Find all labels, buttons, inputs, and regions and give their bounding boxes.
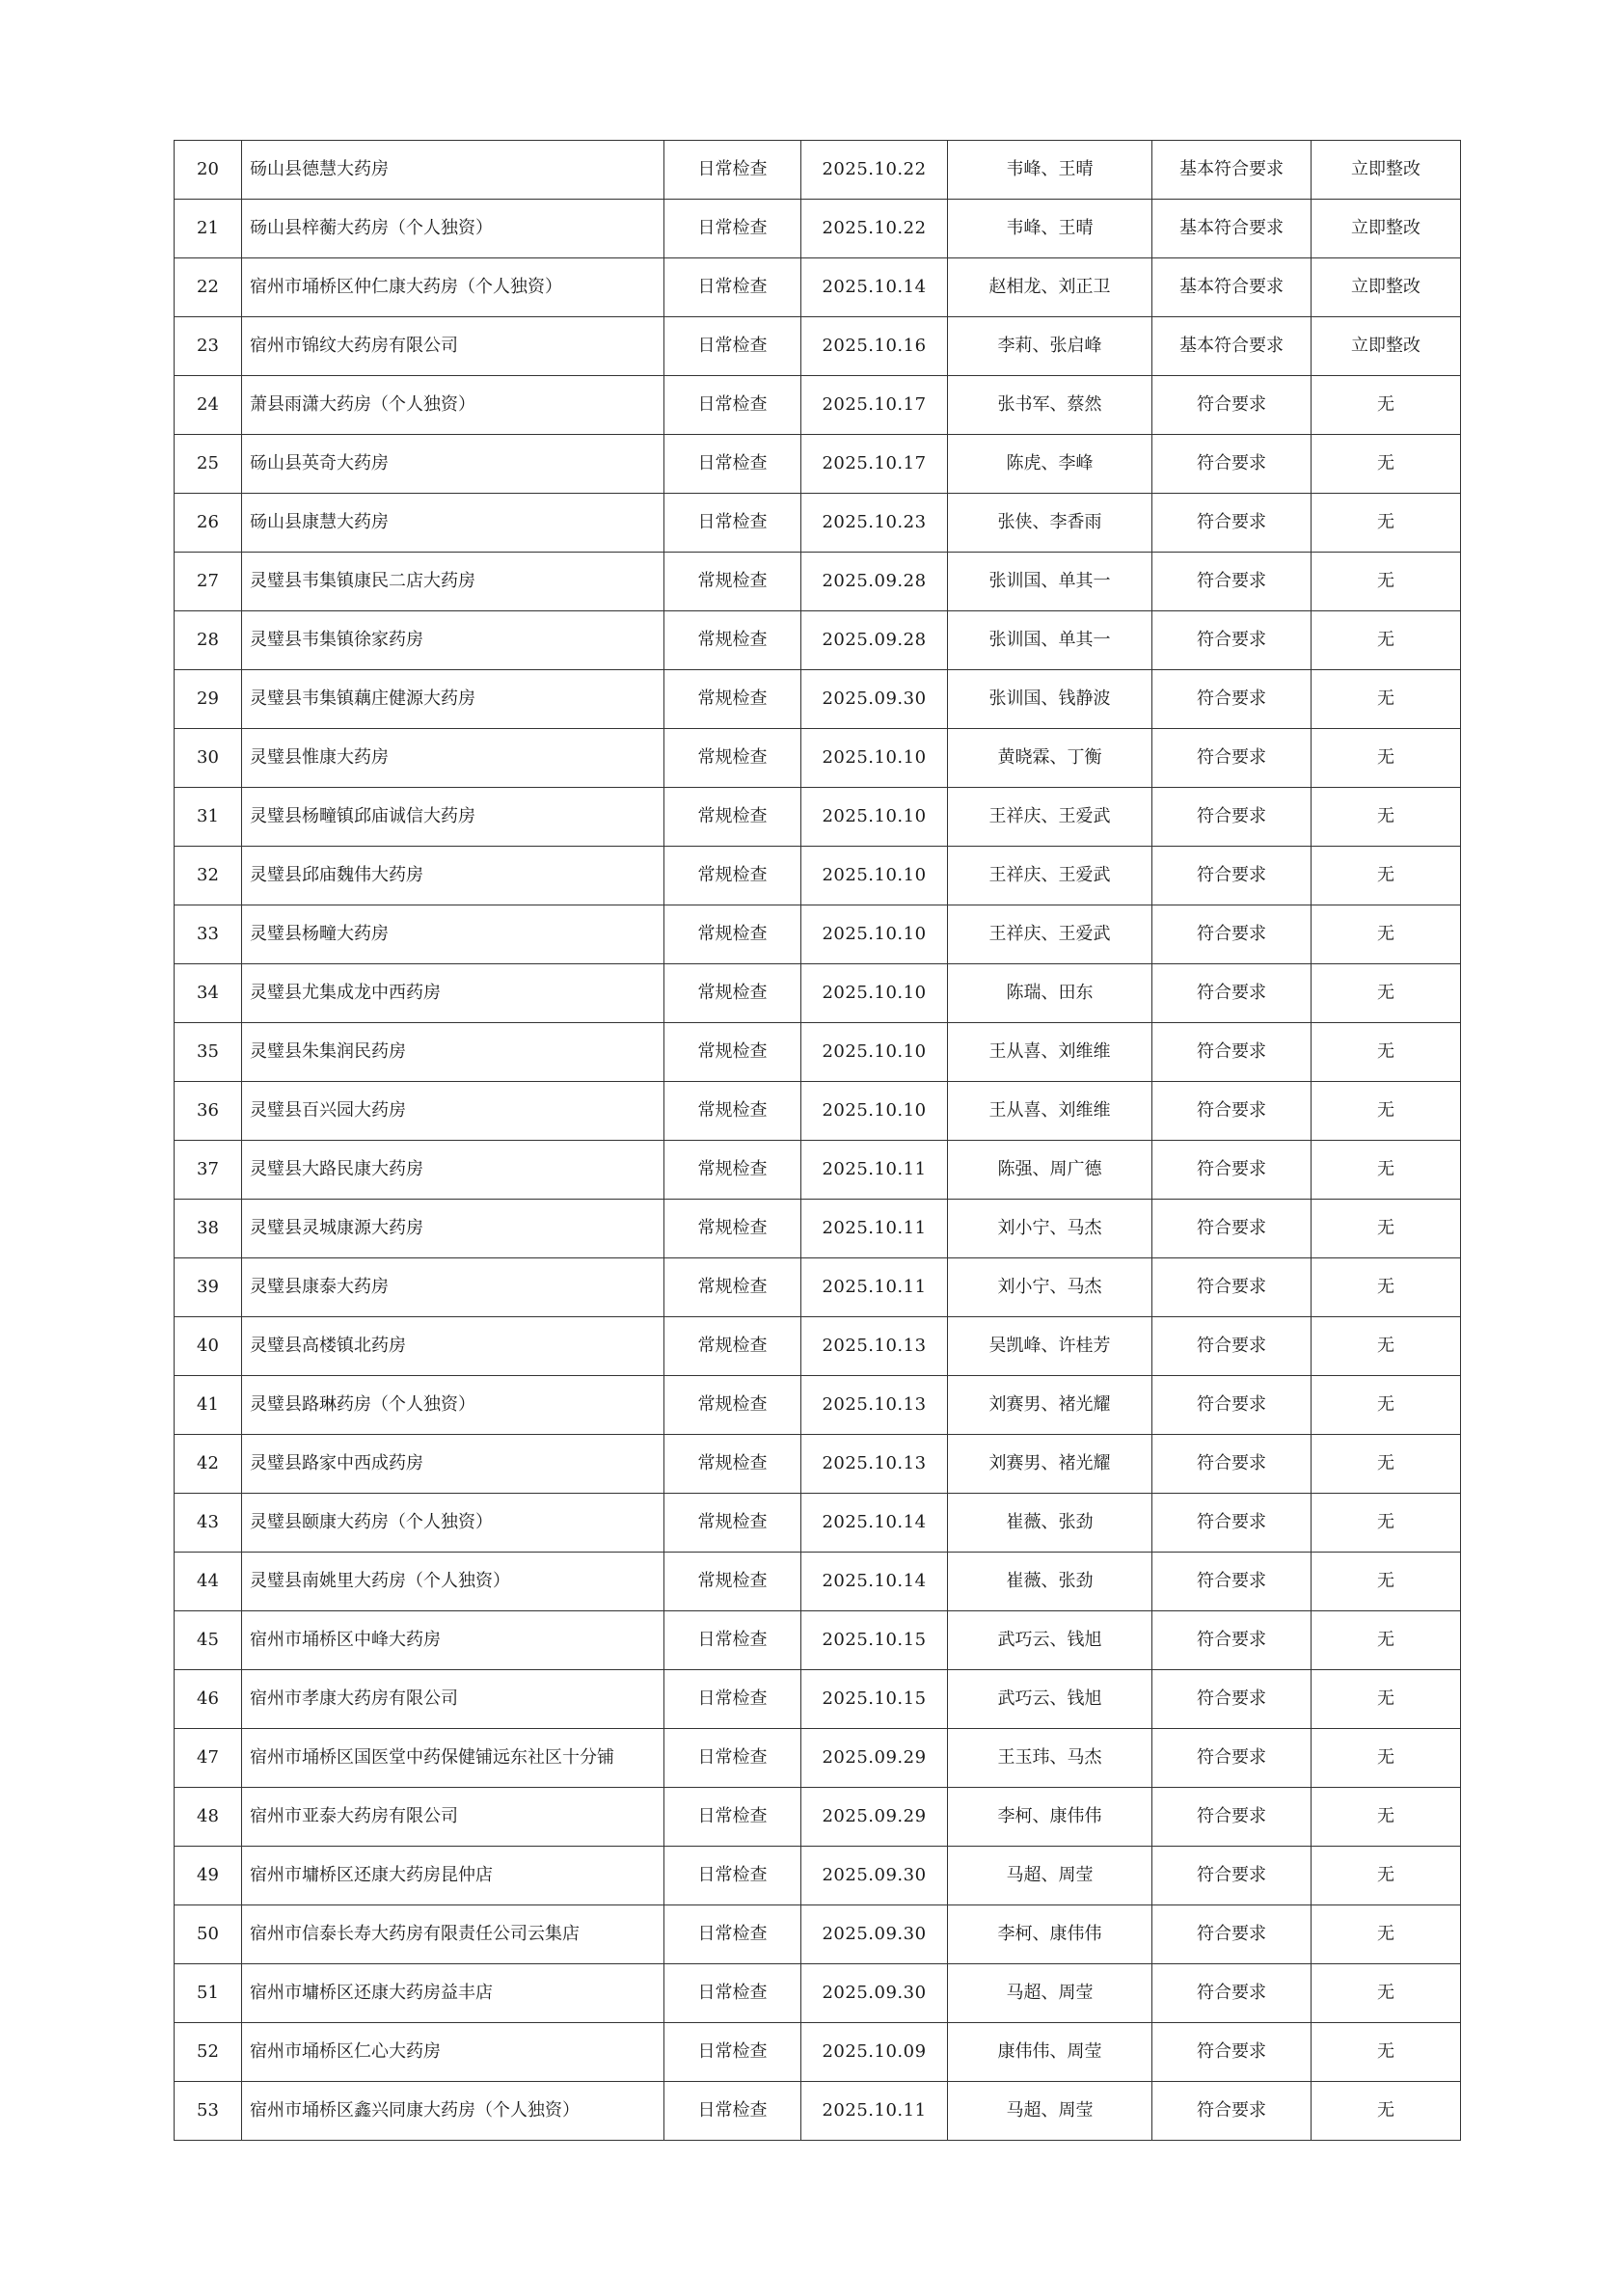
row-number-cell: 21 bbox=[175, 200, 242, 258]
inspection-result-cell: 符合要求 bbox=[1152, 1435, 1312, 1494]
table-row bbox=[175, 435, 1461, 494]
inspection-result-cell: 符合要求 bbox=[1152, 1964, 1312, 2023]
rectification-action-cell: 无 bbox=[1312, 964, 1461, 1023]
pharmacy-name-cell: 灵璧县康泰大药房 bbox=[242, 1258, 664, 1317]
inspection-date-cell: 2025.10.14 bbox=[801, 258, 948, 317]
pharmacy-name-cell: 宿州市埇桥区仁心大药房 bbox=[242, 2023, 664, 2082]
inspectors-cell: 马超、周莹 bbox=[948, 1964, 1152, 2023]
inspection-result-cell: 符合要求 bbox=[1152, 1258, 1312, 1317]
inspection-type-cell: 常规检查 bbox=[664, 1435, 801, 1494]
inspection-date-cell: 2025.10.22 bbox=[801, 200, 948, 258]
inspectors-cell: 张训国、单其一 bbox=[948, 611, 1152, 670]
inspectors-cell: 李柯、康伟伟 bbox=[948, 1905, 1152, 1964]
row-number-cell: 50 bbox=[175, 1905, 242, 1964]
row-number-cell: 31 bbox=[175, 788, 242, 847]
inspection-date-cell: 2025.10.17 bbox=[801, 376, 948, 435]
inspectors-cell: 黄晓霖、丁衡 bbox=[948, 729, 1152, 788]
pharmacy-name-cell: 灵璧县韦集镇康民二店大药房 bbox=[242, 553, 664, 611]
pharmacy-name-cell: 宿州市墉桥区还康大药房益丰店 bbox=[242, 1964, 664, 2023]
inspection-result-cell: 符合要求 bbox=[1152, 2023, 1312, 2082]
row-number-cell: 24 bbox=[175, 376, 242, 435]
table-row bbox=[175, 494, 1461, 553]
row-number-cell: 34 bbox=[175, 964, 242, 1023]
rectification-action-cell: 无 bbox=[1312, 1376, 1461, 1435]
inspection-type-cell: 常规检查 bbox=[664, 964, 801, 1023]
inspectors-cell: 马超、周莹 bbox=[948, 1847, 1152, 1905]
table-row bbox=[175, 1553, 1461, 1611]
pharmacy-name-cell: 灵璧县尤集成龙中西药房 bbox=[242, 964, 664, 1023]
inspection-date-cell: 2025.10.11 bbox=[801, 1200, 948, 1258]
row-number-cell: 26 bbox=[175, 494, 242, 553]
inspection-date-cell: 2025.10.23 bbox=[801, 494, 948, 553]
inspection-result-cell: 符合要求 bbox=[1152, 1317, 1312, 1376]
rectification-action-cell: 无 bbox=[1312, 2023, 1461, 2082]
rectification-action-cell: 无 bbox=[1312, 1729, 1461, 1788]
rectification-action-cell: 无 bbox=[1312, 1788, 1461, 1847]
pharmacy-name-cell: 灵璧县颐康大药房（个人独资） bbox=[242, 1494, 664, 1553]
inspectors-cell: 韦峰、王晴 bbox=[948, 200, 1152, 258]
inspection-result-cell: 符合要求 bbox=[1152, 1376, 1312, 1435]
table-row bbox=[175, 2023, 1461, 2082]
table-row bbox=[175, 141, 1461, 200]
row-number-cell: 41 bbox=[175, 1376, 242, 1435]
inspectors-cell: 张训国、钱静波 bbox=[948, 670, 1152, 729]
inspection-date-cell: 2025.10.15 bbox=[801, 1670, 948, 1729]
rectification-action-cell: 无 bbox=[1312, 1494, 1461, 1553]
pharmacy-name-cell: 宿州市埇桥区鑫兴同康大药房（个人独资） bbox=[242, 2082, 664, 2141]
row-number-cell: 35 bbox=[175, 1023, 242, 1082]
inspection-result-cell: 符合要求 bbox=[1152, 1670, 1312, 1729]
table-row bbox=[175, 1082, 1461, 1141]
row-number-cell: 48 bbox=[175, 1788, 242, 1847]
inspection-type-cell: 日常检查 bbox=[664, 494, 801, 553]
row-number-cell: 40 bbox=[175, 1317, 242, 1376]
inspectors-cell: 张训国、单其一 bbox=[948, 553, 1152, 611]
pharmacy-name-cell: 灵璧县朱集润民药房 bbox=[242, 1023, 664, 1082]
inspection-result-cell: 符合要求 bbox=[1152, 1494, 1312, 1553]
pharmacy-name-cell: 萧县雨潇大药房（个人独资） bbox=[242, 376, 664, 435]
inspection-type-cell: 常规检查 bbox=[664, 1317, 801, 1376]
inspectors-cell: 陈瑞、田东 bbox=[948, 964, 1152, 1023]
row-number-cell: 25 bbox=[175, 435, 242, 494]
inspection-result-cell: 基本符合要求 bbox=[1152, 258, 1312, 317]
inspectors-cell: 崔薇、张劲 bbox=[948, 1494, 1152, 1553]
inspection-date-cell: 2025.10.10 bbox=[801, 729, 948, 788]
inspectors-cell: 崔薇、张劲 bbox=[948, 1553, 1152, 1611]
table-row bbox=[175, 200, 1461, 258]
pharmacy-name-cell: 灵璧县惟康大药房 bbox=[242, 729, 664, 788]
inspectors-cell: 吴凯峰、许桂芳 bbox=[948, 1317, 1152, 1376]
inspection-result-cell: 符合要求 bbox=[1152, 847, 1312, 905]
pharmacy-name-cell: 灵璧县大路民康大药房 bbox=[242, 1141, 664, 1200]
inspection-result-cell: 基本符合要求 bbox=[1152, 317, 1312, 376]
table-row bbox=[175, 788, 1461, 847]
inspection-date-cell: 2025.10.10 bbox=[801, 788, 948, 847]
table-row bbox=[175, 553, 1461, 611]
rectification-action-cell: 无 bbox=[1312, 1847, 1461, 1905]
table-row bbox=[175, 1964, 1461, 2023]
pharmacy-name-cell: 灵璧县路家中西成药房 bbox=[242, 1435, 664, 1494]
inspection-date-cell: 2025.10.22 bbox=[801, 141, 948, 200]
row-number-cell: 39 bbox=[175, 1258, 242, 1317]
inspection-type-cell: 常规检查 bbox=[664, 1023, 801, 1082]
row-number-cell: 29 bbox=[175, 670, 242, 729]
inspection-date-cell: 2025.10.13 bbox=[801, 1435, 948, 1494]
inspection-date-cell: 2025.10.13 bbox=[801, 1376, 948, 1435]
inspection-type-cell: 常规检查 bbox=[664, 788, 801, 847]
pharmacy-name-cell: 宿州市锦纹大药房有限公司 bbox=[242, 317, 664, 376]
inspectors-cell: 王从喜、刘维维 bbox=[948, 1082, 1152, 1141]
inspection-type-cell: 日常检查 bbox=[664, 1788, 801, 1847]
pharmacy-name-cell: 灵璧县杨疃大药房 bbox=[242, 905, 664, 964]
row-number-cell: 20 bbox=[175, 141, 242, 200]
inspection-result-cell: 符合要求 bbox=[1152, 1847, 1312, 1905]
inspectors-cell: 陈强、周广德 bbox=[948, 1141, 1152, 1200]
table-row bbox=[175, 905, 1461, 964]
rectification-action-cell: 无 bbox=[1312, 435, 1461, 494]
inspection-result-cell: 符合要求 bbox=[1152, 2082, 1312, 2141]
row-number-cell: 32 bbox=[175, 847, 242, 905]
rectification-action-cell: 无 bbox=[1312, 1141, 1461, 1200]
table-row bbox=[175, 611, 1461, 670]
rectification-action-cell: 无 bbox=[1312, 494, 1461, 553]
pharmacy-name-cell: 灵璧县韦集镇徐家药房 bbox=[242, 611, 664, 670]
inspection-date-cell: 2025.10.17 bbox=[801, 435, 948, 494]
pharmacy-name-cell: 宿州市埇桥区国医堂中药保健铺远东社区十分铺 bbox=[242, 1729, 664, 1788]
inspection-result-cell: 符合要求 bbox=[1152, 1553, 1312, 1611]
row-number-cell: 27 bbox=[175, 553, 242, 611]
inspection-date-cell: 2025.10.15 bbox=[801, 1611, 948, 1670]
table-row bbox=[175, 1200, 1461, 1258]
pharmacy-name-cell: 灵璧县灵城康源大药房 bbox=[242, 1200, 664, 1258]
inspection-type-cell: 常规检查 bbox=[664, 1376, 801, 1435]
inspection-date-cell: 2025.10.10 bbox=[801, 964, 948, 1023]
rectification-action-cell: 无 bbox=[1312, 1023, 1461, 1082]
inspection-type-cell: 日常检查 bbox=[664, 1611, 801, 1670]
rectification-action-cell: 无 bbox=[1312, 1435, 1461, 1494]
row-number-cell: 44 bbox=[175, 1553, 242, 1611]
row-number-cell: 47 bbox=[175, 1729, 242, 1788]
inspection-result-cell: 符合要求 bbox=[1152, 611, 1312, 670]
pharmacy-name-cell: 宿州市埇桥区中峰大药房 bbox=[242, 1611, 664, 1670]
inspectors-cell: 李柯、康伟伟 bbox=[948, 1788, 1152, 1847]
inspectors-cell: 王祥庆、王爱武 bbox=[948, 788, 1152, 847]
inspection-type-cell: 常规检查 bbox=[664, 1258, 801, 1317]
inspection-type-cell: 日常检查 bbox=[664, 1847, 801, 1905]
inspection-type-cell: 常规检查 bbox=[664, 1200, 801, 1258]
table-row bbox=[175, 1317, 1461, 1376]
pharmacy-name-cell: 灵璧县路琳药房（个人独资） bbox=[242, 1376, 664, 1435]
table-row bbox=[175, 1435, 1461, 1494]
inspection-type-cell: 常规检查 bbox=[664, 1553, 801, 1611]
inspection-date-cell: 2025.10.16 bbox=[801, 317, 948, 376]
table-row bbox=[175, 670, 1461, 729]
rectification-action-cell: 无 bbox=[1312, 2082, 1461, 2141]
inspection-date-cell: 2025.09.30 bbox=[801, 1905, 948, 1964]
row-number-cell: 28 bbox=[175, 611, 242, 670]
inspection-result-cell: 符合要求 bbox=[1152, 905, 1312, 964]
inspection-result-cell: 符合要求 bbox=[1152, 670, 1312, 729]
inspectors-cell: 刘小宁、马杰 bbox=[948, 1258, 1152, 1317]
inspection-result-cell: 符合要求 bbox=[1152, 376, 1312, 435]
inspectors-cell: 张书军、蔡然 bbox=[948, 376, 1152, 435]
inspection-type-cell: 日常检查 bbox=[664, 2023, 801, 2082]
table-row bbox=[175, 1788, 1461, 1847]
pharmacy-name-cell: 灵璧县百兴园大药房 bbox=[242, 1082, 664, 1141]
rectification-action-cell: 立即整改 bbox=[1312, 317, 1461, 376]
inspectors-cell: 李莉、张启峰 bbox=[948, 317, 1152, 376]
inspection-result-cell: 符合要求 bbox=[1152, 494, 1312, 553]
table-row bbox=[175, 2082, 1461, 2141]
inspection-date-cell: 2025.10.14 bbox=[801, 1553, 948, 1611]
rectification-action-cell: 无 bbox=[1312, 1611, 1461, 1670]
table-row bbox=[175, 1847, 1461, 1905]
inspection-result-cell: 符合要求 bbox=[1152, 1023, 1312, 1082]
pharmacy-name-cell: 宿州市孝康大药房有限公司 bbox=[242, 1670, 664, 1729]
inspectors-cell: 马超、周莹 bbox=[948, 2082, 1152, 2141]
inspection-date-cell: 2025.09.29 bbox=[801, 1729, 948, 1788]
row-number-cell: 36 bbox=[175, 1082, 242, 1141]
inspection-date-cell: 2025.10.11 bbox=[801, 1141, 948, 1200]
row-number-cell: 23 bbox=[175, 317, 242, 376]
inspection-type-cell: 日常检查 bbox=[664, 2082, 801, 2141]
inspection-date-cell: 2025.10.11 bbox=[801, 1258, 948, 1317]
table-row bbox=[175, 1494, 1461, 1553]
inspection-result-cell: 符合要求 bbox=[1152, 788, 1312, 847]
pharmacy-name-cell: 宿州市墉桥区还康大药房昆仲店 bbox=[242, 1847, 664, 1905]
pharmacy-name-cell: 灵璧县邱庙魏伟大药房 bbox=[242, 847, 664, 905]
pharmacy-name-cell: 宿州市信泰长寿大药房有限责任公司云集店 bbox=[242, 1905, 664, 1964]
inspection-date-cell: 2025.10.10 bbox=[801, 1082, 948, 1141]
inspection-result-cell: 符合要求 bbox=[1152, 1788, 1312, 1847]
inspection-result-cell: 符合要求 bbox=[1152, 1082, 1312, 1141]
row-number-cell: 49 bbox=[175, 1847, 242, 1905]
inspectors-cell: 韦峰、王晴 bbox=[948, 141, 1152, 200]
inspection-result-cell: 符合要求 bbox=[1152, 1141, 1312, 1200]
row-number-cell: 51 bbox=[175, 1964, 242, 2023]
table-row bbox=[175, 1141, 1461, 1200]
rectification-action-cell: 无 bbox=[1312, 1200, 1461, 1258]
inspection-result-cell: 符合要求 bbox=[1152, 964, 1312, 1023]
inspection-result-cell: 符合要求 bbox=[1152, 1611, 1312, 1670]
table-row bbox=[175, 1258, 1461, 1317]
rectification-action-cell: 无 bbox=[1312, 376, 1461, 435]
inspectors-cell: 赵相龙、刘正卫 bbox=[948, 258, 1152, 317]
inspection-result-cell: 基本符合要求 bbox=[1152, 200, 1312, 258]
inspection-date-cell: 2025.10.10 bbox=[801, 1023, 948, 1082]
row-number-cell: 42 bbox=[175, 1435, 242, 1494]
table-row bbox=[175, 729, 1461, 788]
inspectors-cell: 王祥庆、王爱武 bbox=[948, 847, 1152, 905]
row-number-cell: 45 bbox=[175, 1611, 242, 1670]
inspectors-cell: 王玉玮、马杰 bbox=[948, 1729, 1152, 1788]
pharmacy-name-cell: 砀山县康慧大药房 bbox=[242, 494, 664, 553]
inspectors-cell: 刘赛男、褚光耀 bbox=[948, 1435, 1152, 1494]
row-number-cell: 22 bbox=[175, 258, 242, 317]
inspectors-cell: 王祥庆、王爱武 bbox=[948, 905, 1152, 964]
inspection-date-cell: 2025.09.30 bbox=[801, 670, 948, 729]
inspection-type-cell: 常规检查 bbox=[664, 1494, 801, 1553]
inspection-type-cell: 日常检查 bbox=[664, 1905, 801, 1964]
inspectors-cell: 陈虎、李峰 bbox=[948, 435, 1152, 494]
rectification-action-cell: 无 bbox=[1312, 847, 1461, 905]
inspectors-cell: 武巧云、钱旭 bbox=[948, 1611, 1152, 1670]
rectification-action-cell: 立即整改 bbox=[1312, 200, 1461, 258]
inspection-result-cell: 符合要求 bbox=[1152, 1905, 1312, 1964]
rectification-action-cell: 无 bbox=[1312, 1670, 1461, 1729]
inspection-result-cell: 基本符合要求 bbox=[1152, 141, 1312, 200]
row-number-cell: 43 bbox=[175, 1494, 242, 1553]
row-number-cell: 38 bbox=[175, 1200, 242, 1258]
rectification-action-cell: 立即整改 bbox=[1312, 258, 1461, 317]
inspection-result-cell: 符合要求 bbox=[1152, 435, 1312, 494]
inspection-type-cell: 常规检查 bbox=[664, 553, 801, 611]
inspection-type-cell: 日常检查 bbox=[664, 1670, 801, 1729]
row-number-cell: 46 bbox=[175, 1670, 242, 1729]
table-row bbox=[175, 1611, 1461, 1670]
rectification-action-cell: 无 bbox=[1312, 1553, 1461, 1611]
inspection-type-cell: 常规检查 bbox=[664, 905, 801, 964]
pharmacy-name-cell: 宿州市埇桥区仲仁康大药房（个人独资） bbox=[242, 258, 664, 317]
inspection-type-cell: 日常检查 bbox=[664, 258, 801, 317]
inspectors-cell: 王从喜、刘维维 bbox=[948, 1023, 1152, 1082]
table-row bbox=[175, 1376, 1461, 1435]
rectification-action-cell: 无 bbox=[1312, 729, 1461, 788]
rectification-action-cell: 无 bbox=[1312, 1905, 1461, 1964]
pharmacy-name-cell: 灵璧县韦集镇藕庄健源大药房 bbox=[242, 670, 664, 729]
inspection-date-cell: 2025.09.29 bbox=[801, 1788, 948, 1847]
inspection-type-cell: 日常检查 bbox=[664, 435, 801, 494]
pharmacy-name-cell: 砀山县梓蘅大药房（个人独资） bbox=[242, 200, 664, 258]
rectification-action-cell: 无 bbox=[1312, 788, 1461, 847]
pharmacy-name-cell: 砀山县英奇大药房 bbox=[242, 435, 664, 494]
rectification-action-cell: 无 bbox=[1312, 1258, 1461, 1317]
inspection-date-cell: 2025.10.10 bbox=[801, 847, 948, 905]
row-number-cell: 52 bbox=[175, 2023, 242, 2082]
table-body bbox=[175, 141, 1461, 2141]
rectification-action-cell: 立即整改 bbox=[1312, 141, 1461, 200]
inspection-date-cell: 2025.09.30 bbox=[801, 1847, 948, 1905]
inspection-result-cell: 符合要求 bbox=[1152, 553, 1312, 611]
table-row bbox=[175, 258, 1461, 317]
rectification-action-cell: 无 bbox=[1312, 1082, 1461, 1141]
inspection-type-cell: 常规检查 bbox=[664, 670, 801, 729]
inspection-date-cell: 2025.10.14 bbox=[801, 1494, 948, 1553]
inspection-type-cell: 常规检查 bbox=[664, 729, 801, 788]
inspectors-cell: 康伟伟、周莹 bbox=[948, 2023, 1152, 2082]
rectification-action-cell: 无 bbox=[1312, 553, 1461, 611]
inspection-type-cell: 日常检查 bbox=[664, 376, 801, 435]
pharmacy-name-cell: 灵璧县高楼镇北药房 bbox=[242, 1317, 664, 1376]
inspection-type-cell: 日常检查 bbox=[664, 317, 801, 376]
row-number-cell: 33 bbox=[175, 905, 242, 964]
table-row bbox=[175, 317, 1461, 376]
row-number-cell: 53 bbox=[175, 2082, 242, 2141]
inspection-date-cell: 2025.09.28 bbox=[801, 553, 948, 611]
inspectors-cell: 刘小宁、马杰 bbox=[948, 1200, 1152, 1258]
table-row bbox=[175, 1023, 1461, 1082]
inspection-date-cell: 2025.09.30 bbox=[801, 1964, 948, 2023]
table-row bbox=[175, 847, 1461, 905]
rectification-action-cell: 无 bbox=[1312, 670, 1461, 729]
pharmacy-name-cell: 灵璧县杨疃镇邱庙诚信大药房 bbox=[242, 788, 664, 847]
inspection-type-cell: 常规检查 bbox=[664, 611, 801, 670]
row-number-cell: 37 bbox=[175, 1141, 242, 1200]
table-row bbox=[175, 1670, 1461, 1729]
inspection-result-cell: 符合要求 bbox=[1152, 729, 1312, 788]
inspectors-cell: 张侠、李香雨 bbox=[948, 494, 1152, 553]
rectification-action-cell: 无 bbox=[1312, 1964, 1461, 2023]
inspectors-cell: 刘赛男、褚光耀 bbox=[948, 1376, 1152, 1435]
inspection-type-cell: 常规检查 bbox=[664, 1082, 801, 1141]
row-number-cell: 30 bbox=[175, 729, 242, 788]
table-row bbox=[175, 376, 1461, 435]
inspection-date-cell: 2025.09.28 bbox=[801, 611, 948, 670]
inspection-date-cell: 2025.10.09 bbox=[801, 2023, 948, 2082]
pharmacy-name-cell: 砀山县德慧大药房 bbox=[242, 141, 664, 200]
inspection-date-cell: 2025.10.13 bbox=[801, 1317, 948, 1376]
inspection-date-cell: 2025.10.11 bbox=[801, 2082, 948, 2141]
inspection-result-cell: 符合要求 bbox=[1152, 1729, 1312, 1788]
inspection-type-cell: 日常检查 bbox=[664, 1964, 801, 2023]
inspection-type-cell: 常规检查 bbox=[664, 847, 801, 905]
inspection-date-cell: 2025.10.10 bbox=[801, 905, 948, 964]
rectification-action-cell: 无 bbox=[1312, 1317, 1461, 1376]
rectification-action-cell: 无 bbox=[1312, 905, 1461, 964]
table-row bbox=[175, 964, 1461, 1023]
inspection-type-cell: 常规检查 bbox=[664, 1141, 801, 1200]
rectification-action-cell: 无 bbox=[1312, 611, 1461, 670]
table-row bbox=[175, 1729, 1461, 1788]
pharmacy-name-cell: 宿州市亚泰大药房有限公司 bbox=[242, 1788, 664, 1847]
inspection-type-cell: 日常检查 bbox=[664, 200, 801, 258]
table-row bbox=[175, 1905, 1461, 1964]
inspection-table bbox=[174, 140, 1461, 2141]
inspectors-cell: 武巧云、钱旭 bbox=[948, 1670, 1152, 1729]
pharmacy-name-cell: 灵璧县南姚里大药房（个人独资） bbox=[242, 1553, 664, 1611]
inspection-result-cell: 符合要求 bbox=[1152, 1200, 1312, 1258]
inspection-type-cell: 日常检查 bbox=[664, 1729, 801, 1788]
inspection-type-cell: 日常检查 bbox=[664, 141, 801, 200]
